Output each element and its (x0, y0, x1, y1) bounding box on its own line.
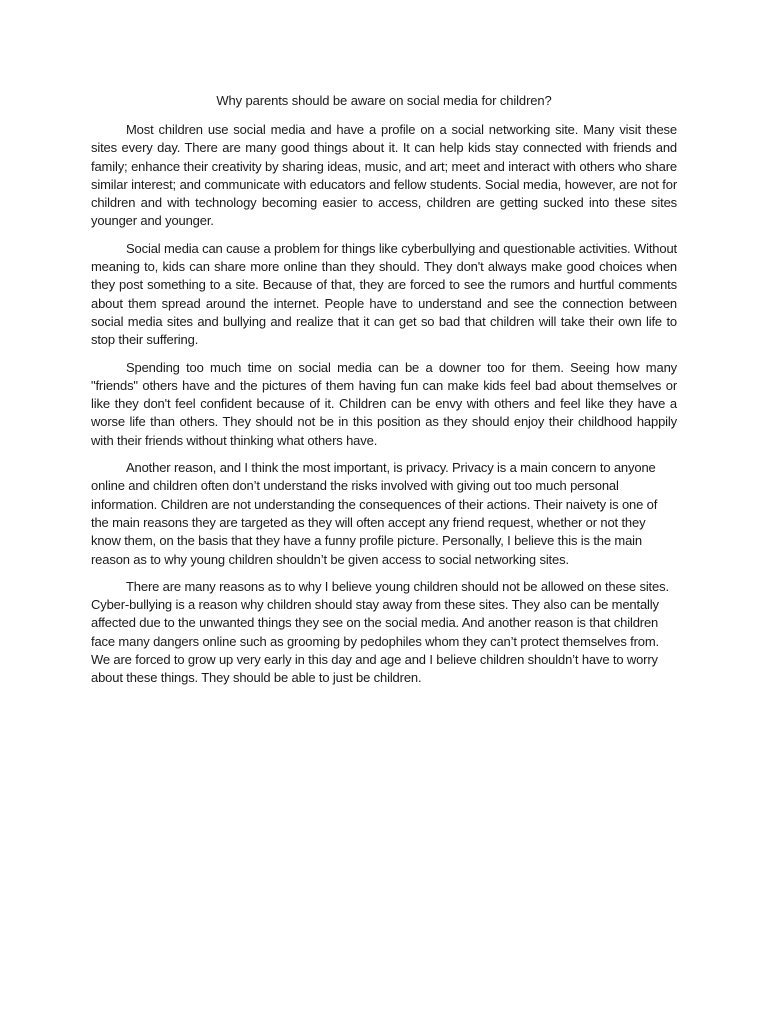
paragraph-privacy: Another reason, and I think the most important, is privacy. Privacy is a main concern to anyone online and children often don’t understand the risks involved with giving out too much personal information. Children are not understanding the consequences of their actions. Their naivety is one of the main reasons they are targeted as they will often accept any friend request, whether or not they know them, on the basis that they have a funny profile picture. Personally, I believe this is the main reason as to why young children shouldn’t be given access to social networking sites. (91, 460, 658, 567)
document-title: Why parents should be aware on social media for children? (216, 93, 552, 108)
paragraph-time-spent: Spending too much time on social media can be a downer too for them. Seeing how many "friends" others have and the pictures of them having fun can make kids feel bad about themselves or like they don't feel confident because of it. Children can be envy with others and feel like they have a worse life than others. They should not be in this position as they should enjoy their childhood happily with their friends without thinking what others have. (91, 359, 677, 448)
paragraph-intro: Most children use social media and have a profile on a social networking site. Many visit these sites every day. There are many good things about it. It can help kids stay connected with friends and family; enhance their creativity by sharing ideas, music, and art; meet and interact with others who share similar interest; and communicate with educators and fellow students. Social media, however, are not for children and with technology becoming easier to access, children are getting sucked into these sites younger and younger. (91, 122, 677, 229)
paragraph-cyberbullying: Social media can cause a problem for things like cyberbullying and questionable activities. Without meaning to, kids can share more online than they should. They don't always make good choices when they post something to a site. Because of that, they are forced to see the rumors and hurtful comments about them spread around the internet. People have to understand and see the connection between social media sites and bullying and realize that it can get so bad that children will take their own life to stop their suffering. (91, 240, 677, 348)
paragraph-conclusion: There are many reasons as to why I believe young children should not be allowed on these sites. Cyber-bullying is a reason why children should stay away from these sites. They also can be mentally affected due to the unwanted things they see on the social media. And another reason is that children face many dangers online such as grooming by pedophiles whom they can’t protect themselves from. We are forced to grow up very early in this day and age and I believe children shouldn’t have to worry about these things. They should be able to just be children. (91, 578, 669, 686)
